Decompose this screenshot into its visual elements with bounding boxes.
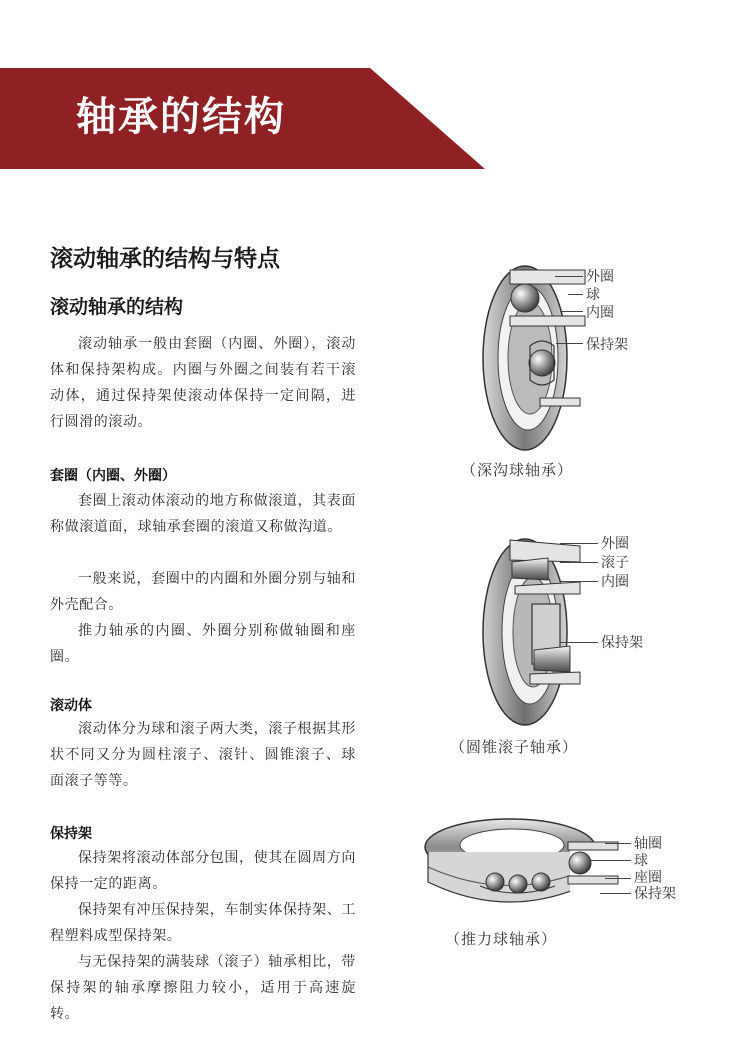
caption-deep-groove-ball-bearing: （深沟球轴承） (461, 461, 574, 479)
section-title-rings: 套圈（内圈、外圈） (50, 468, 176, 484)
label-ball: 球 (634, 853, 648, 869)
cage-paragraph-1: 保持架将滚动体部分包围，使其在圆周方向保持一定的距离。 (50, 850, 356, 892)
sub-heading: 滚动轴承的结构 (50, 296, 184, 318)
rings-paragraph-2: 一般来说，套圈中的内圈和外圈分别与轴和外壳配合。 (50, 571, 356, 613)
section-title-cage: 保持架 (50, 826, 92, 842)
leader-line (600, 893, 631, 894)
label-shaft-washer: 轴圈 (634, 836, 662, 852)
cage-paragraph-3: 与无保持架的满装球（滚子）轴承相比，带保持架的轴承摩擦阻力较小，适用于高速旋转。 (50, 954, 356, 1022)
leader-line (605, 843, 631, 844)
rings-paragraph-3: 推力轴承的内圈、外圈分别称做轴圈和座圈。 (50, 623, 356, 665)
label-roller: 滚子 (601, 555, 629, 571)
leader-line (605, 878, 631, 879)
leader-line (555, 276, 583, 277)
leader-line (560, 311, 583, 312)
cage-paragraph-2: 保持架有冲压保持架，车制实体保持架、工程塑料成型保持架。 (50, 902, 356, 944)
label-ball: 球 (586, 287, 600, 303)
leader-line (568, 294, 583, 295)
label-cage: 保持架 (601, 635, 643, 651)
leader-line (560, 543, 598, 544)
section-title-rolling-elements: 滚动体 (50, 698, 92, 714)
label-cage: 保持架 (586, 337, 628, 353)
page-heading: 滚动轴承的结构与特点 (50, 246, 280, 272)
deep-groove-ball-bearing-illustration (470, 258, 590, 458)
caption-tapered-roller-bearing: （圆锥滚子轴承） (450, 738, 579, 756)
label-outer-ring: 外圈 (586, 269, 614, 285)
rolling-elements-paragraph: 滚动体分为球和滚子两大类，滚子根据其形状不同又分为圆柱滚子、滚针、圆锥滚子、球面滚子等等。 (50, 721, 356, 789)
banner-title: 轴承的结构 (76, 94, 286, 140)
label-inner-ring: 内圈 (601, 574, 629, 590)
leader-line (560, 642, 598, 643)
label-cage: 保持架 (634, 886, 676, 902)
thrust-ball-bearing-illustration (420, 812, 630, 922)
leader-line (560, 562, 598, 563)
rings-paragraph-1: 套圈上滚动体滚动的地方称做滚道，其表面称做滚道面，球轴承套圈的滚道又称做沟道。 (50, 493, 356, 535)
leader-line (560, 581, 598, 582)
leader-line (556, 343, 583, 344)
label-housing-washer: 座圈 (634, 870, 662, 886)
caption-thrust-ball-bearing: （推力球轴承） (445, 930, 558, 948)
leader-line (590, 860, 631, 861)
label-inner-ring: 内圈 (586, 305, 614, 321)
label-outer-ring: 外圈 (601, 536, 629, 552)
intro-paragraph: 滚动轴承一般由套圈（内圈、外圈），滚动体和保持架构成。内圈与外圈之间装有若干滚动体，通过保持架使滚动体保持一定间隔，进行圆滑的滚动。 (50, 336, 356, 430)
